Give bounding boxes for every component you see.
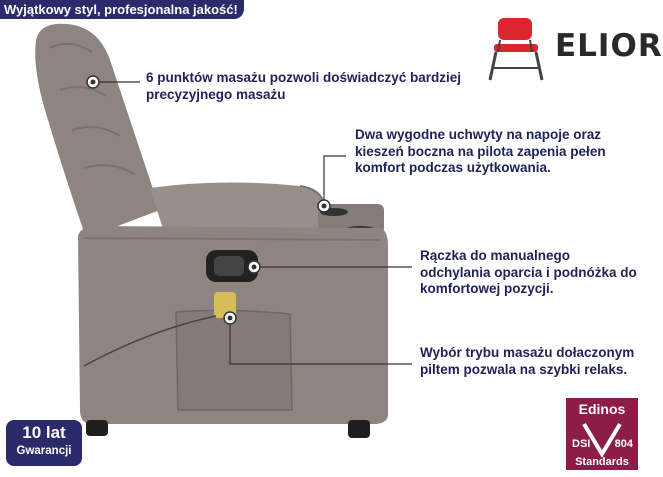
callout-recline-handle: Rączka do manualnego odchylania oparcia i podnóżka do komfortowej pozycji. bbox=[420, 248, 637, 296]
warranty-badge bbox=[6, 420, 82, 466]
certificate-number: 804 bbox=[614, 438, 633, 450]
certificate-badge bbox=[566, 398, 638, 470]
warranty-label: Gwarancji bbox=[16, 445, 72, 457]
callout-cup-holders: Dwa wygodne uchwyty na napoje oraz kieszeń boczna na pilota zapenia pełen komfort podczas użytkowania. bbox=[355, 127, 606, 175]
brand-name: ELIOR bbox=[555, 28, 663, 64]
certificate-name: Edinos bbox=[578, 401, 626, 417]
banner-text: Wyjątkowy styl, profesjonalna jakość! bbox=[4, 2, 238, 17]
certificate-standards: Standards bbox=[575, 456, 629, 468]
certificate-dsi: DSI bbox=[572, 438, 591, 450]
callout-massage-points: 6 punktów masażu pozwoli doświadczyć bardziej precyzyjnego masażu bbox=[146, 70, 462, 102]
warranty-years: 10 lat bbox=[22, 423, 66, 442]
callout-massage-remote: Wybór trybu masażu dołaczonym piltem pozwala na szybki relaks. bbox=[420, 345, 635, 377]
